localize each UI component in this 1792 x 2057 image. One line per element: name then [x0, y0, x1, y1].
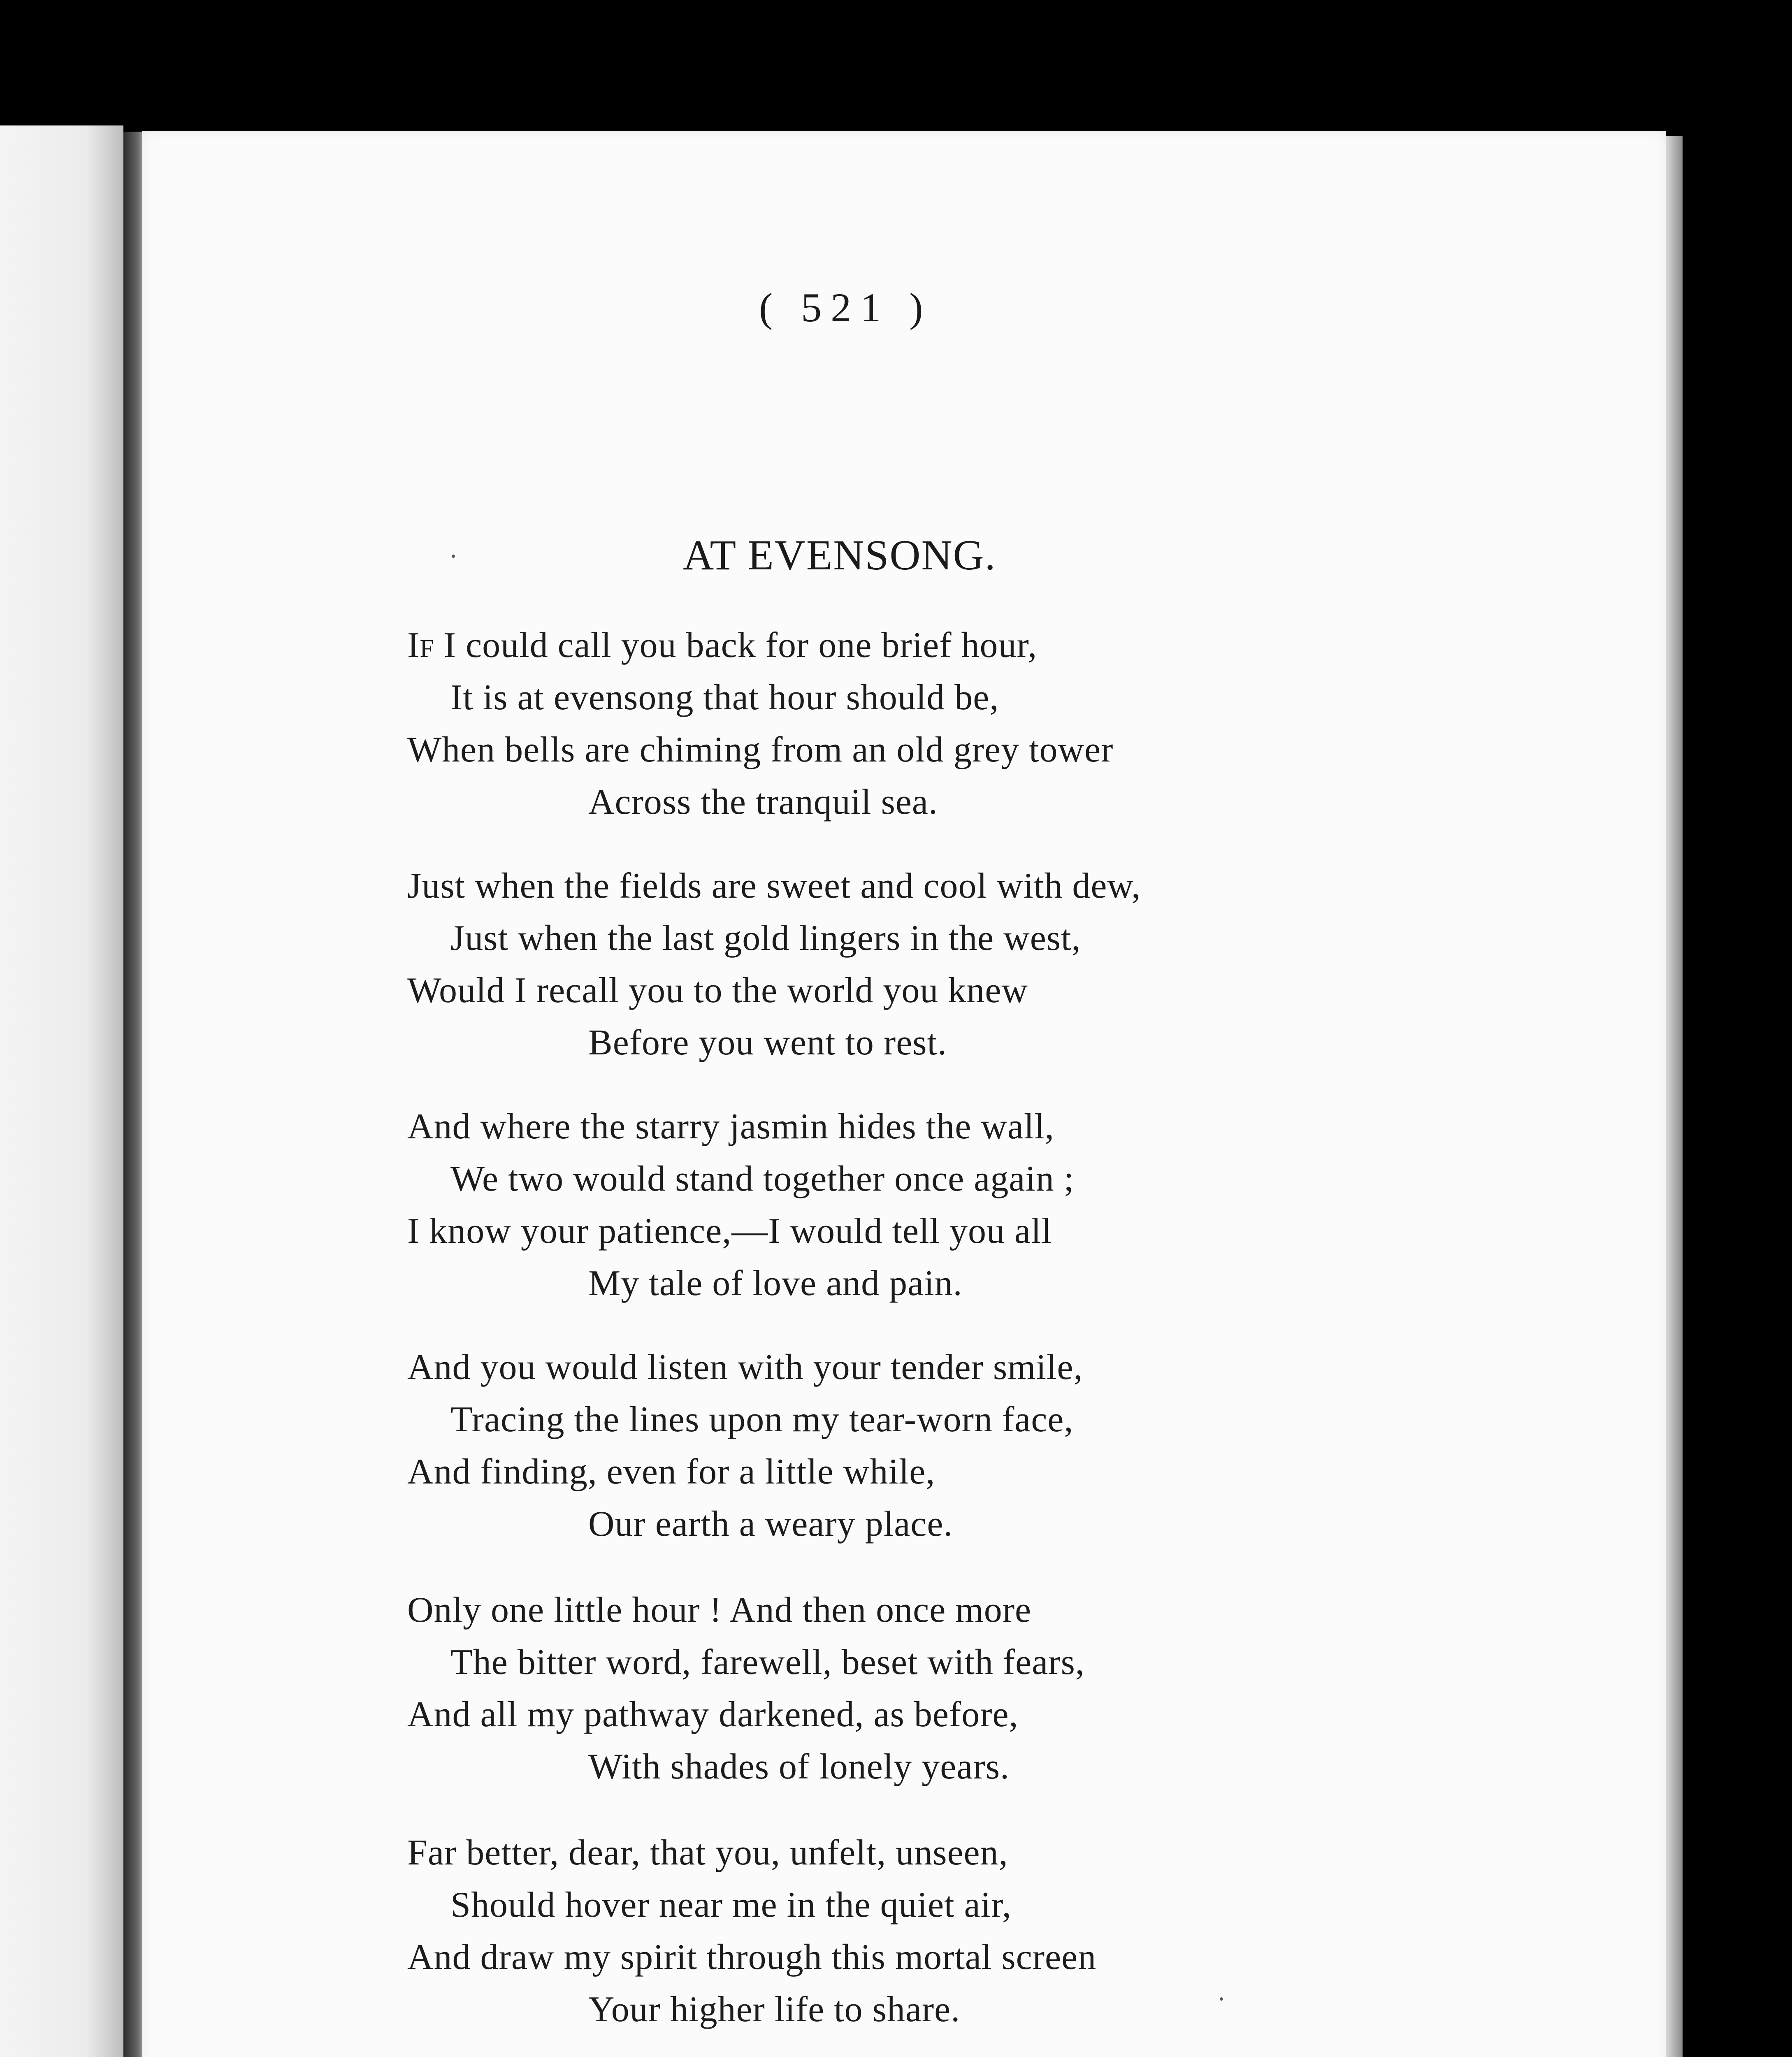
stanza-5 — [407, 1584, 1436, 1793]
poem-line: Your higher life to share. — [588, 1990, 961, 2029]
poem-line — [407, 619, 1436, 671]
poem-title: AT EVENSONG. — [683, 532, 996, 579]
print-speck — [452, 555, 455, 558]
drop-cap-word: If — [407, 625, 434, 665]
page-edge-shadow — [1666, 136, 1683, 2057]
poem-line: I know your patience,—I would tell you all — [407, 1211, 1052, 1251]
poem-line: And all my pathway darkened, as before, — [407, 1695, 1019, 1734]
print-speck — [1220, 1997, 1223, 2001]
poem-line-text: I could call you back for one brief hour, — [434, 625, 1038, 665]
poem-line: Our earth a weary place. — [588, 1504, 953, 1544]
poem-line: And finding, even for a little while, — [407, 1452, 935, 1492]
poem-line: And where the starry jasmin hides the wall, — [407, 1107, 1054, 1147]
poem-line: When bells are chiming from an old grey tower — [407, 730, 1114, 770]
stanza-1 — [407, 619, 1436, 828]
page-number: ( 521 ) — [759, 285, 932, 330]
stanza-6 — [407, 1827, 1436, 2036]
poem-line: The bitter word, farewell, beset with fears, — [450, 1642, 1085, 1682]
stanza-2 — [407, 860, 1436, 1069]
poem-line: It is at evensong that hour should be, — [450, 678, 999, 717]
stanza-4 — [407, 1341, 1436, 1550]
poem-line: Just when the fields are sweet and cool with dew, — [407, 866, 1141, 906]
poem-line: And you would listen with your tender smile, — [407, 1347, 1083, 1387]
poem-line: My tale of love and pain. — [588, 1263, 963, 1303]
poem-line: With shades of lonely years. — [588, 1747, 1010, 1787]
poem-line: Should hover near me in the quiet air, — [450, 1885, 1012, 1925]
stanza-3 — [407, 1100, 1436, 1309]
poem-line: Only one little hour ! And then once more — [407, 1590, 1032, 1630]
poem-line: Would I recall you to the world you knew — [407, 970, 1028, 1010]
poem-line: Before you went to rest. — [588, 1023, 947, 1063]
poem-line: We two would stand together once again ; — [450, 1159, 1075, 1199]
facing-page-edge — [0, 125, 123, 2057]
poem-line: Far better, dear, that you, unfelt, unseen, — [407, 1833, 1008, 1873]
poem-line: Across the tranquil sea. — [588, 782, 938, 822]
poem-line: And draw my spirit through this mortal screen — [407, 1937, 1097, 1977]
poem-line: Just when the last gold lingers in the west, — [450, 918, 1081, 958]
poem-line: Tracing the lines upon my tear-worn face, — [450, 1400, 1074, 1439]
